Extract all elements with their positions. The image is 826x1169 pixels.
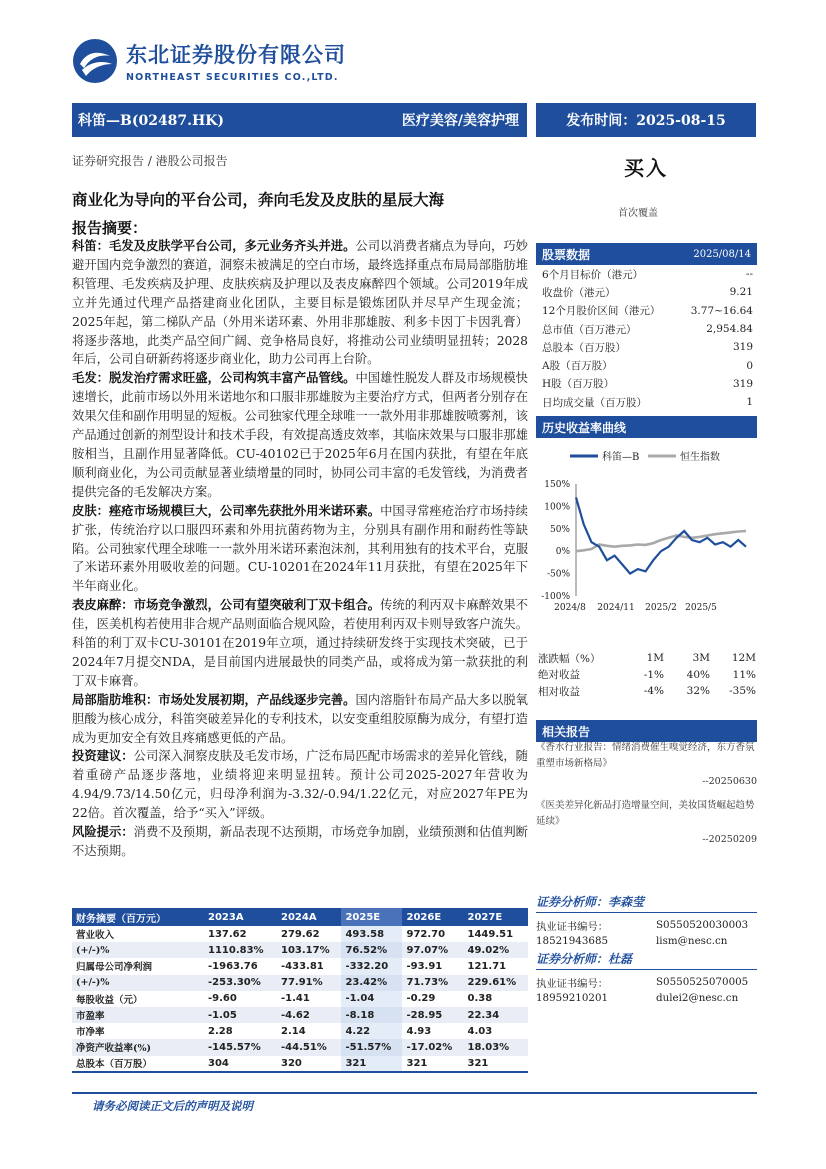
row-label: 营业收入: [76, 930, 115, 942]
y-tick-label: 150%: [544, 480, 570, 490]
table-cell: 71.73%: [402, 975, 463, 991]
x-tick-label: 2025/2: [645, 603, 677, 613]
series-line: [576, 531, 746, 551]
table-cell: 493.58: [341, 926, 402, 942]
stock-data-row: A股（百万股） 0: [542, 359, 753, 373]
summary-paragraph: 皮肤：痤疮市场规模巨大，公司率先获批外用米诺环素。中国寻常痤疮治疗市场持续扩张，传统治疗以口服四环素和外用抗菌药物为主，分别具有副作用和耐药性等缺陷。公司独家代理全球唯一一款外用米诺环素泡沫剂，其利用独有的技术平台，克服了米诺环素外用吸收差的问题。CU-10201在2024年11月获批，有望在2025年下半年商业化。: [72, 502, 528, 594]
footer-divider: [72, 1092, 757, 1094]
table-row: [72, 975, 528, 991]
table-cell: -17.02%: [402, 1039, 463, 1055]
stock-data-header: 股票数据 2025/08/14: [536, 243, 757, 265]
logo-mark-icon: [72, 38, 118, 84]
performance-header: 涨跌幅（%） 1M 3M 12M: [538, 652, 756, 665]
rating: 买入: [624, 156, 668, 180]
row-label: 净资产收益率(%): [72, 1039, 204, 1055]
y-tick-label: 100%: [544, 502, 570, 513]
table-cell: 23.42%: [341, 975, 402, 991]
row-label: 市盈率: [72, 1007, 204, 1023]
summary-body: [72, 237, 528, 861]
stock-data-row: 总股本（百万股） 319: [542, 341, 753, 354]
table-row: [72, 942, 528, 958]
table-cell: -1.04: [341, 991, 402, 1007]
x-tick-label: 2024/11: [597, 603, 635, 613]
legend-label: 恒生指数: [680, 452, 720, 463]
related-header: 相关报告: [536, 720, 757, 742]
report-headline: 商业化为导向的平台公司，奔向毛发及皮肤的星辰大海: [72, 190, 445, 209]
stock-title-bar: [72, 103, 527, 137]
returns-chart: [536, 442, 757, 622]
table-cell: -0.29: [406, 993, 436, 1005]
table-cell: 22.34: [464, 1007, 528, 1023]
table-cell: 2.28: [208, 1025, 233, 1037]
table-cell: 77.91%: [277, 975, 341, 991]
stock-data-row: 收盘价（港元） 9.21: [542, 286, 753, 299]
table-row: [72, 991, 528, 1007]
row-label: 归属母公司净利润: [76, 962, 153, 974]
company-name-cn: 东北证券股份有限公司: [126, 43, 346, 67]
table-cell: 1110.83%: [204, 942, 277, 958]
table-cell: 103.17%: [277, 942, 341, 958]
x-tick-label: 2024/8: [554, 603, 586, 613]
table-cell: -9.60: [208, 993, 237, 1005]
financial-summary-table: [72, 908, 528, 1073]
performance-row: 绝对收益 -1% 40% 11%: [538, 668, 756, 682]
table-cell: 972.70: [406, 928, 446, 940]
table-cell: -1963.76: [208, 960, 258, 972]
y-tick-label: -50%: [546, 569, 570, 580]
analyst-email[interactable]: dulei2@nesc.cn: [656, 992, 739, 1004]
table-cell: 304: [204, 1056, 277, 1072]
performance-row: 相对收益 -4% 32% -35%: [538, 685, 756, 698]
table-cell: -1.05: [204, 1007, 277, 1023]
related-report-item[interactable]: 《医美差异化新品打造增量空间，美妆国货崛起趋势延续》 --20250209: [536, 800, 757, 845]
table-row: [72, 958, 528, 974]
performance-table: [536, 650, 757, 700]
table-cell: 321: [402, 1056, 463, 1072]
table-cell: -44.51%: [277, 1039, 341, 1055]
analyst-block: 证券分析师：李森莹 执业证书编号： S0550520030003 18521943685 lism@nesc.cn: [536, 893, 757, 949]
table-cell: 1449.51: [467, 928, 514, 940]
table-cell: 321: [464, 1056, 528, 1072]
company-name-en: NORTHEAST SECURITIES CO.,LTD.: [126, 72, 339, 83]
row-label: 每股收益（元）: [76, 994, 143, 1006]
summary-paragraph: 表皮麻醉：市场竞争激烈，公司有望突破利丁双卡组合。传统的利丙双卡麻醉效果不佳，医美机构若使用非合规产品则面临合规风险，若使用利丙双卡则导致客户流失。科笛的利丁双卡CU-30101在2019年立项，通过持续研发终于实现技术突破，已于2024年7月提交NDA，是目前国内进展最快的同类产品，或将成为第一款获批的利丁双卡麻膏。: [72, 597, 528, 688]
row-label: 市净率: [76, 1027, 105, 1039]
chart-header: 历史收益率曲线: [536, 416, 757, 438]
table-cell: 121.71: [467, 960, 507, 972]
industry-label: 医疗美容/美容护理: [401, 113, 519, 129]
coverage-note: 首次覆盖: [618, 208, 658, 219]
publish-date-bar: [536, 103, 756, 137]
table-cell: 97.07%: [402, 942, 463, 958]
company-logo: [72, 38, 346, 84]
table-cell: 320: [277, 1056, 341, 1072]
series-line: [576, 497, 746, 573]
table-header-row: 财务摘要（百万元） 2023A 2024A 2025E 2026E 2027E: [72, 908, 528, 926]
table-cell: 4.03: [467, 1025, 493, 1037]
table-cell: -28.95: [402, 1007, 463, 1023]
table-cell: 4.22: [341, 1023, 402, 1039]
table-cell: -145.57%: [204, 1039, 277, 1055]
table-row: [72, 1007, 528, 1023]
table-cell: -51.57%: [341, 1039, 402, 1055]
breadcrumb: 证券研究报告 / 港股公司报告: [72, 154, 228, 168]
summary-paragraph: 投资建议：公司深入洞察皮肤及毛发市场，广泛布局匹配市场需求的差异化管线，随着重磅产品逐步落地，业绩将迎来明显扭转。预计公司2025-2027年营收为4.94/9.73/14.50亿元，归母净利润为-3.32/-0.94/1.22亿元，对应2027年PE为22倍。首次覆盖，给予“买入”评级。: [72, 748, 528, 821]
table-row: [72, 1039, 528, 1055]
row-label: (+/-)%: [72, 975, 204, 991]
table-cell: 279.62: [281, 928, 320, 940]
row-label: (+/-)%: [72, 942, 204, 958]
returns-chart-svg: [536, 442, 757, 622]
analyst-block: 证券分析师：杜磊 执业证书编号： S0550525070005 18959210201 dulei2@nesc.cn: [536, 950, 757, 1006]
table-cell: -1.41: [281, 993, 310, 1005]
summary-paragraph: 风险提示：消费不及预期，新品表现不达预期，市场竞争加剧，业绩预测和估值判断不达预期。: [72, 824, 528, 858]
stock-data-table: [536, 265, 757, 411]
table-cell: -93.91: [406, 960, 443, 972]
table-cell: -253.30%: [204, 975, 277, 991]
related-reports: [536, 740, 757, 852]
y-tick-label: 50%: [549, 524, 570, 535]
stock-data-row: 日均成交量（百万股） 1: [542, 396, 753, 409]
summary-paragraph: 局部脂肪堆积：市场处发展初期，产品线逐步完善。国内溶脂针布局产品大多以脱氧胆酸为核心成分，科笛突破差异化的专利技术，以安变重组胶原酶为成分，有望打造成为更加安全有效且疼痛感更低的产品。: [72, 691, 528, 745]
legend-label: 科笛—B: [602, 452, 640, 463]
related-report-item[interactable]: 《香水行业报告：情绪消费催生嗅觉经济，东方香氛重塑市场新格局》 --20250630: [536, 742, 757, 787]
table-cell: 49.02%: [464, 942, 528, 958]
table-cell: 76.52%: [341, 942, 402, 958]
table-cell: -4.62: [277, 1007, 341, 1023]
table-cell: 0.38: [467, 993, 493, 1005]
table-cell: -8.18: [341, 1007, 402, 1023]
stock-data-row: H股（百万股） 319: [542, 377, 753, 391]
stock-data-row: 6个月目标价（港元） --: [542, 268, 753, 281]
stock-data-row: 12个月股价区间（港元） 3.77~16.64: [542, 304, 753, 318]
summary-title: 报告摘要：: [72, 219, 148, 237]
publish-date: 发布时间：2025-08-15: [566, 113, 726, 129]
y-tick-label: 0%: [555, 547, 570, 558]
stock-name: 科笛—B(02487.HK): [78, 113, 225, 129]
table-row: [72, 1056, 528, 1072]
table-cell: 2.14: [281, 1025, 306, 1037]
table-row: [72, 1023, 528, 1039]
table-cell: -433.81: [281, 960, 324, 972]
row-label: 总股本（百万股）: [72, 1056, 204, 1072]
x-tick-label: 2025/5: [685, 603, 717, 613]
table-cell: 229.61%: [464, 975, 528, 991]
table-cell: 321: [341, 1056, 402, 1072]
table-cell: 4.93: [406, 1025, 432, 1037]
table-row: [72, 926, 528, 942]
analyst-email[interactable]: lism@nesc.cn: [656, 935, 728, 947]
y-tick-label: -100%: [541, 592, 570, 602]
stock-data-row: 总市值（百万港元） 2,954.84: [542, 323, 753, 336]
summary-paragraph: 科笛：毛发及皮肤学平台公司，多元业务齐头并进。公司以消费者痛点为导向，巧妙避开国内竞争激烈的赛道，洞察未被满足的空白市场，最终选择重点布局局部脂肪堆积管理、毛发疾病及护理、皮肤疾病及护理以及表皮麻醉四个领域。公司2019年成立并先通过代理产品搭建商业化团队，主要目标是锻炼团队并尽早产生现金流；2025年起，第二梯队产品（外用米诺环素、外用非那雄胺、利多卡因丁卡因乳膏）将逐步落地，此类产品空间广阔、竞争格局良好，将推动公司业绩明显扭转；2028年后，公司自研新药将逐步商业化，助力公司再上台阶。: [72, 238, 528, 367]
summary-paragraph: 毛发：脱发治疗需求旺盛，公司构筑丰富产品管线。中国雄性脱发人群及市场规模快速增长，此前市场以外用米诺地尔和口服非那雄胺为主要治疗方式，但两者分别存在效果欠佳和副作用明显的短板。公司独家代理全球唯一一款外用非那雄胺喷雾剂，该产品通过创新的剂型设计和技术手段，有效提高透皮效率，其临床效果与口服非那雄胺相当，且副作用显著降低。CU-40102已于2025年6月在国内获批，有望在年底顺利商业化，为公司贡献显著业绩增量的同时，协同公司丰富的毛发管线，为消费者提供完备的毛发解决方案。: [72, 370, 528, 499]
table-cell: -332.20: [341, 958, 402, 974]
footer-disclaimer: 请务必阅读正文后的声明及说明: [92, 1099, 253, 1113]
table-cell: 137.62: [208, 928, 247, 940]
table-cell: 18.03%: [464, 1039, 528, 1055]
